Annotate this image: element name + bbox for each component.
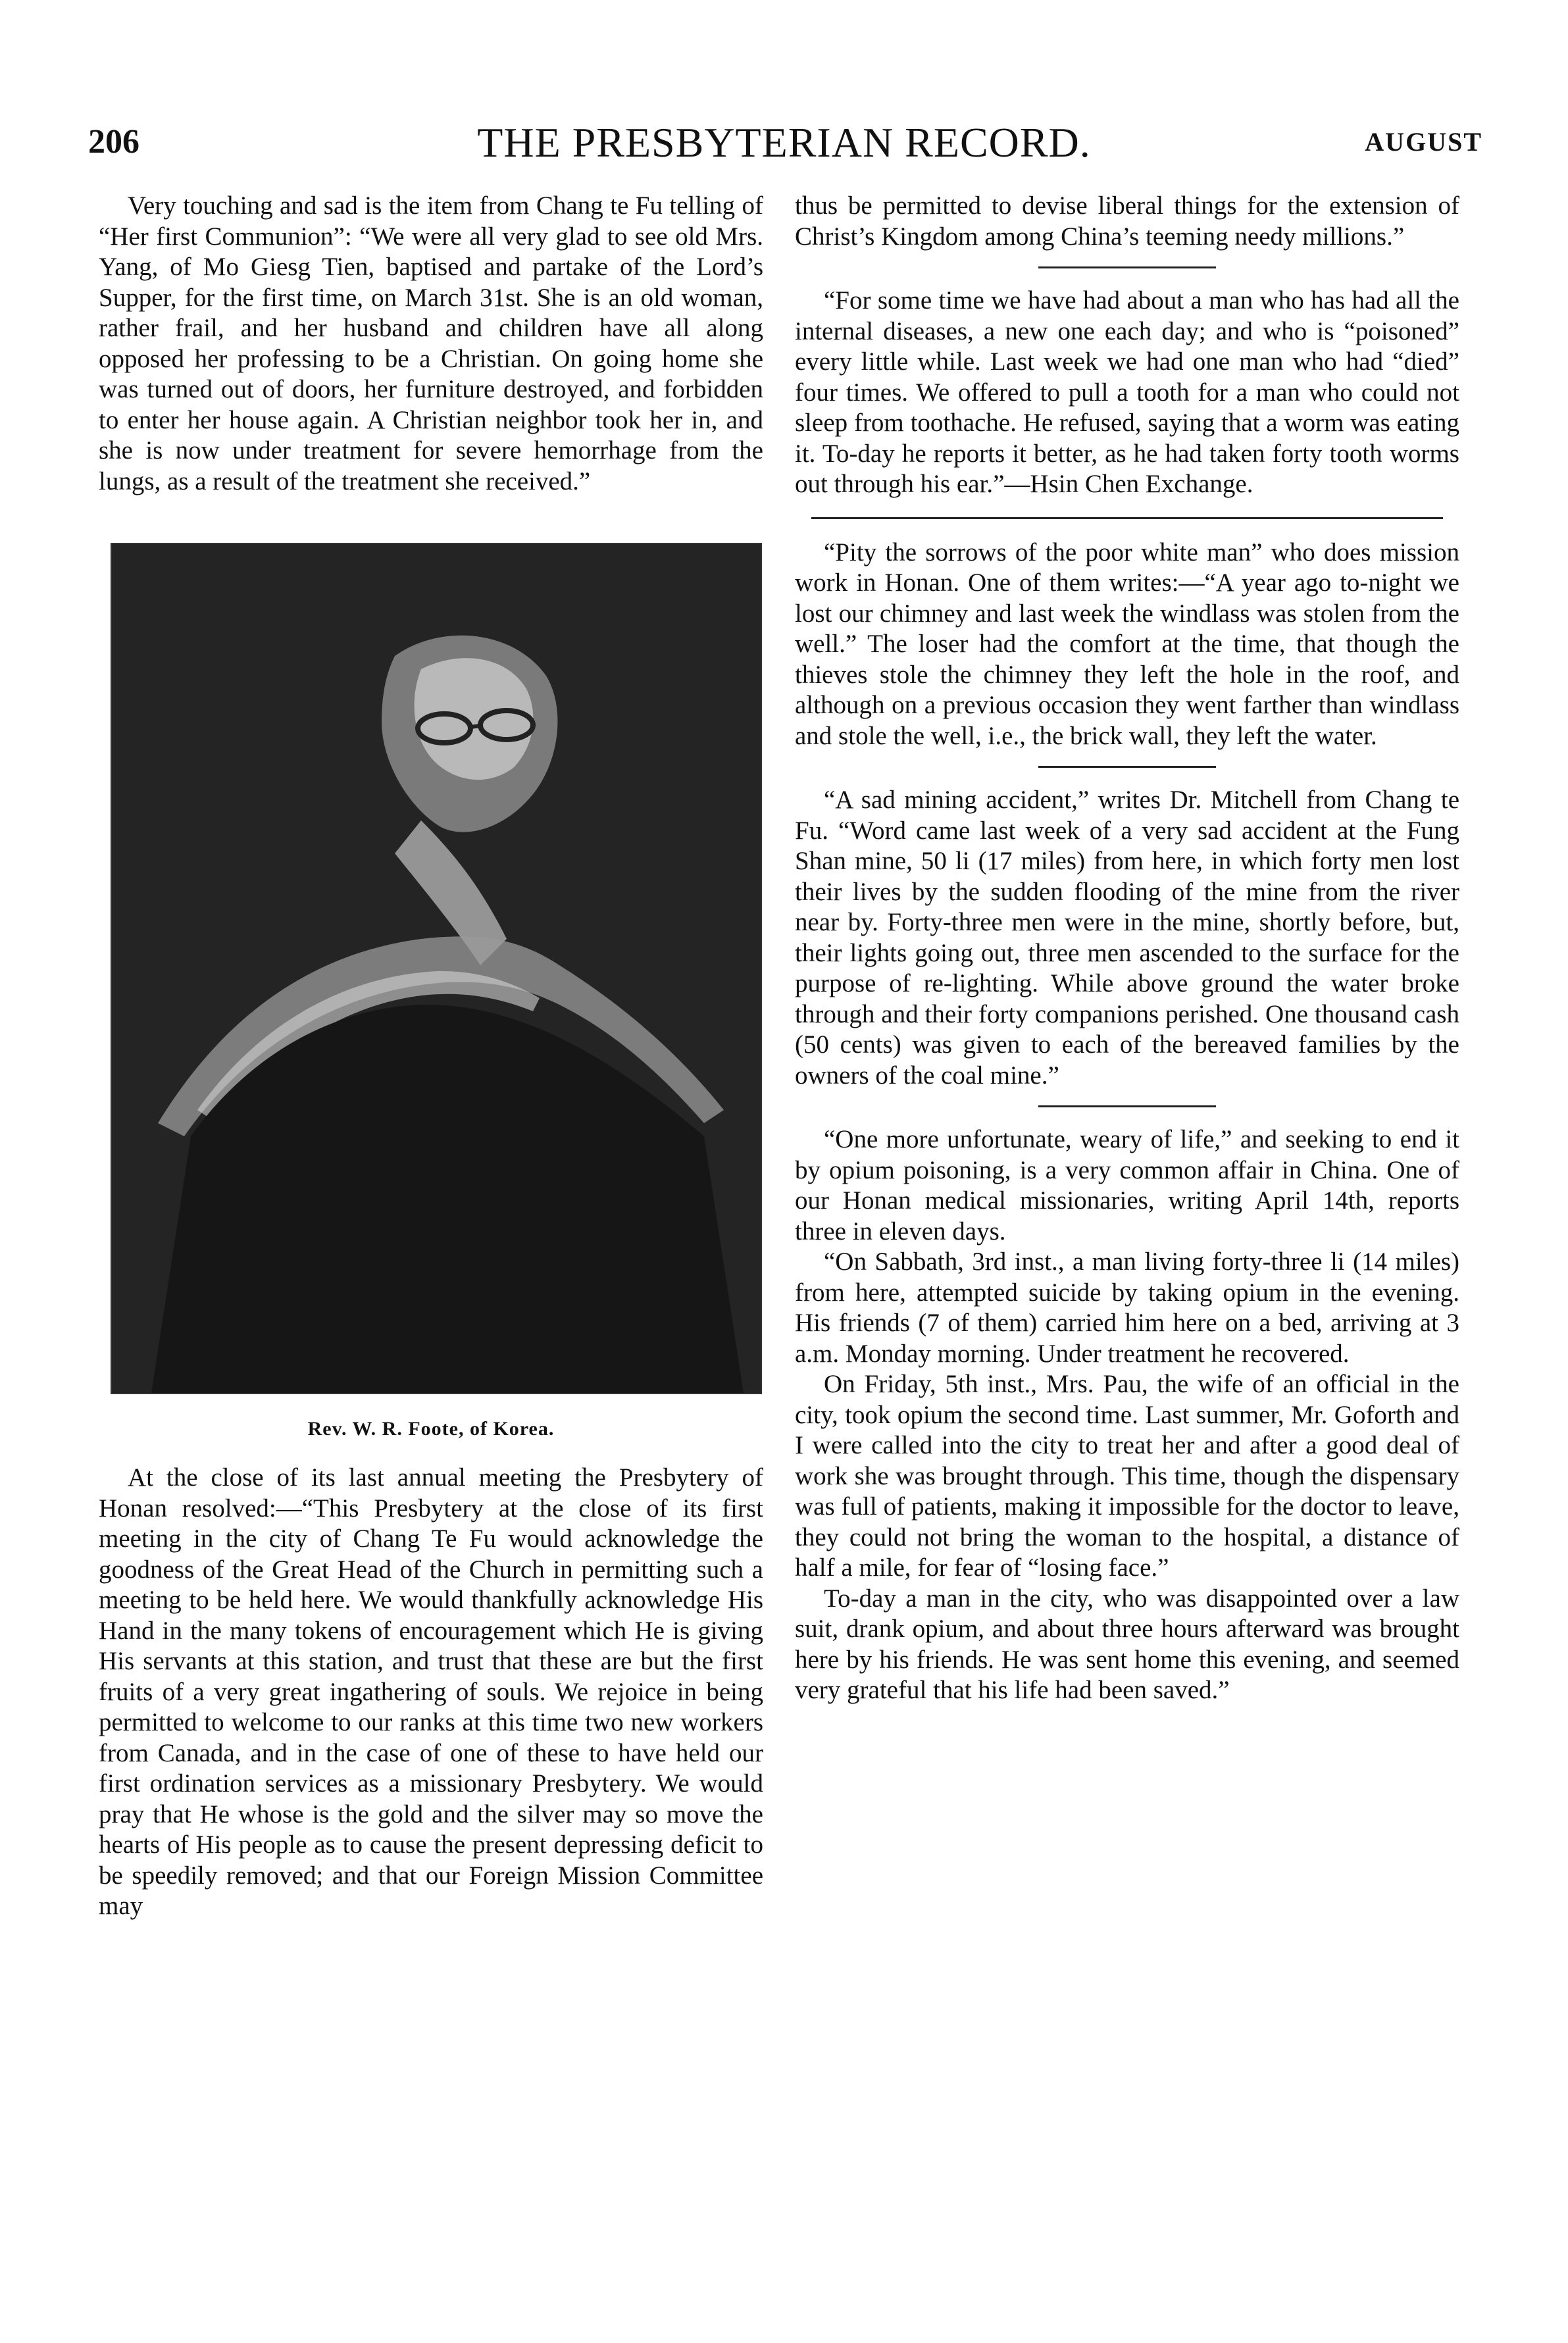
section-divider (1038, 266, 1216, 268)
journal-title: THE PRESBYTERIAN RECORD. (477, 119, 1091, 166)
article-opium-mrs-pau: On Friday, 5th inst., Mrs. Pau, the wife of an official in the city, took opium the second time. Last summer, Mr. Goforth and I were called into the city to treat her and after a good deal of work she was brought through. This time, though the dispensary was full of patients, making it impossible for the doctor to leave, they could not bring the woman to the hospital, a distance of half a mile, for fear of “losing face.” (795, 1370, 1459, 1582)
article-mining-accident: “A sad mining accident,” writes Dr. Mitchell from Chang te Fu. “Word came last week of a very sad accident at the Fung Shan mine, 50 li (17 miles) from here, in which forty men lost their lives by the sudden flooding of the mine from the river near by. Forty-three men were in the mine, shortly before, but, their lights going out, three men ascended to the surface for the purpose of re-lighting. While above ground the water broke through and their forty companions perished. One thousand cash (50 cents) was given to each of the bereaved families by the owners of the coal mine.” (795, 786, 1459, 1090)
section-divider (811, 517, 1443, 519)
portrait-illustration (112, 544, 761, 1393)
article-continuation: thus be permitted to devise liberal things for the extension of Christ’s Kingdom among China’s teeming needy millions.” (795, 191, 1459, 251)
portrait-photo (111, 543, 762, 1394)
photo-caption: Rev. W. R. Foote, of Korea. (307, 1418, 555, 1440)
section-divider (1038, 1105, 1216, 1107)
article-opium-intro: “One more unfortunate, weary of life,” and seeking to end it by opium poisoning, is a very common affair in China. One of our Honan medical missionaries, writing April 14th, reports three in eleven days. (795, 1125, 1459, 1246)
article-presbytery-resolution: At the close of its last annual meeting the Presbytery of Honan resolved:—“This Presbytery at the close of its first meeting in the city of Chang Te Fu would acknowledge the goodness of the Great Head of the Church in permitting such a meeting to be held here. We would thankfully acknowledge His Hand in the many tokens of encouragement which He is giving His servants at this station, and trust that these are but the first fruits of a very great ingathering of souls. We rejoice in being permitted to welcome to our ranks at this time two new workers from Canada, and in the case of one of these to have held our first ordination services as a missionary Presbytery. We would pray that He whose is the gold and the silver may so move the hearts of His people as to cause the present depressing deficit to be speedily removed; and that our Foreign Mission Committee may (99, 1463, 763, 1920)
article-opium-law-suit: To-day a man in the city, who was disappointed over a law suit, drank opium, and about three hours afterward was brought here by his friends. He was sent home this evening, and seemed very grateful that his life had been saved.” (795, 1584, 1459, 1704)
page-header (0, 119, 1568, 182)
issue-month: AUGUST (1365, 127, 1482, 157)
right-column (795, 191, 1459, 1706)
left-column (99, 191, 763, 1922)
page-number: 206 (88, 123, 139, 161)
article-internal-diseases: “For some time we have had about a man who has had all the internal diseases, a new one each day; and who is “poisoned” every little while. Last week we had one man who had “died” four times. We offered to pull a tooth for a man who could not sleep from toothache. He refused, saying that a worm was eating it. To-day he reports it better, as he had taken forty tooth worms out through his ear.”—Hsin Chen Exchange. (795, 286, 1459, 498)
article-first-communion: Very touching and sad is the item from Chang te Fu telling of “Her first Communion”: “We were all very glad to see old Mrs. Yang, of Mo Giesg Tien, baptised and partake of the Lord’s Supper, for the first time, on March 31st. She is an old woman, rather frail, and her husband and children have all along opposed her professing to be a Christian. On going home she was turned out of doors, her furniture destroyed, and forbidden to enter her house again. A Christian neighbor took her in, and she is now under treatment for severe hemorrhage from the lungs, as a result of the treatment she received.” (99, 191, 763, 495)
section-divider (1038, 766, 1216, 768)
article-opium-sabbath: “On Sabbath, 3rd inst., a man living forty-three li (14 miles) from here, attempted suicide by taking opium in the evening. His friends (7 of them) carried him here on a bed, arriving at 3 a.m. Monday morning. Under treatment he recovered. (795, 1247, 1459, 1368)
article-poor-white-man: “Pity the sorrows of the poor white man” who does mission work in Honan. One of them writes:—“A year ago to-night we lost our chimney and last week the windlass was stolen from the well.” The loser had the comfort at the time, that though the thieves stole the chimney they left the hole in the roof, and although on a previous occasion they went farther than windlass and stole the well, i.e., the brick wall, they left the water. (795, 538, 1459, 750)
